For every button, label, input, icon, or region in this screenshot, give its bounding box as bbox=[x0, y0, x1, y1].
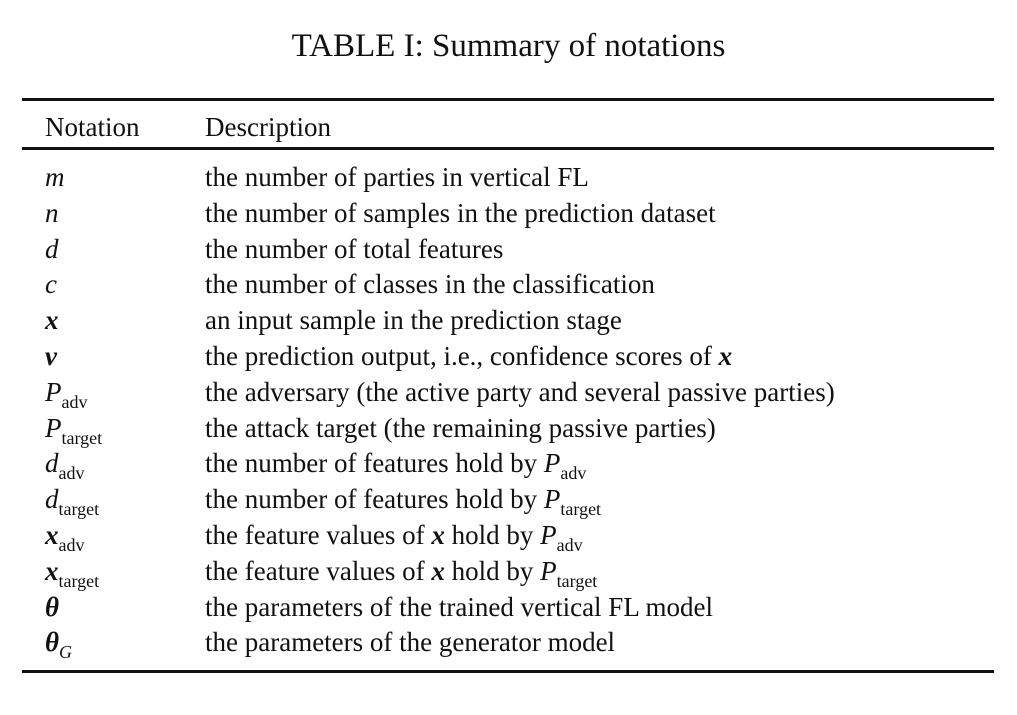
description-text: P bbox=[543, 484, 561, 515]
table-row bbox=[0, 267, 1017, 303]
notation-symbol: P bbox=[45, 412, 62, 443]
table-header bbox=[0, 110, 1017, 144]
description-cell bbox=[205, 232, 503, 268]
description-subscript: adv bbox=[560, 463, 587, 484]
table-row bbox=[0, 590, 1017, 626]
notation-cell bbox=[45, 554, 99, 593]
notation-symbol: v bbox=[45, 340, 57, 371]
notation-symbol: d bbox=[45, 448, 59, 479]
description-cell bbox=[205, 267, 655, 303]
description-subscript: adv bbox=[556, 534, 583, 555]
table-row bbox=[0, 446, 1017, 482]
description-cell bbox=[205, 518, 583, 557]
description-text: the attack target (the remaining passive parties) bbox=[205, 412, 716, 443]
description-text: the number of features hold by bbox=[205, 484, 544, 515]
notation-subscript: target bbox=[58, 570, 100, 591]
description-cell bbox=[205, 339, 732, 375]
notation-cell bbox=[45, 482, 99, 521]
notation-symbol: d bbox=[45, 484, 59, 515]
top-rule bbox=[22, 98, 994, 101]
table-row bbox=[0, 160, 1017, 196]
description-subscript: target bbox=[556, 570, 598, 591]
notation-cell bbox=[45, 375, 88, 414]
header-notation: Notation bbox=[45, 112, 140, 142]
description-text: x bbox=[718, 340, 733, 371]
notation-subscript: adv bbox=[61, 391, 88, 412]
description-cell bbox=[205, 160, 589, 196]
notation-symbol: P bbox=[45, 376, 62, 407]
notation-symbol: x bbox=[45, 305, 59, 336]
bottom-rule bbox=[22, 670, 994, 673]
table-row bbox=[0, 232, 1017, 268]
table-row bbox=[0, 554, 1017, 590]
table-row bbox=[0, 375, 1017, 411]
table-body bbox=[0, 160, 1017, 661]
notation-cell bbox=[45, 339, 57, 375]
description-text: the feature values of bbox=[205, 519, 432, 550]
description-text: hold by bbox=[444, 555, 541, 586]
description-cell bbox=[205, 482, 601, 521]
description-text: the prediction output, i.e., confidence scores of bbox=[205, 340, 719, 371]
description-subscript: target bbox=[560, 499, 602, 520]
header-description: Description bbox=[205, 112, 331, 142]
description-cell bbox=[205, 446, 586, 485]
notation-cell bbox=[45, 590, 59, 626]
notation-subscript: target bbox=[61, 427, 103, 448]
description-text: the feature values of bbox=[205, 555, 432, 586]
notation-symbol: d bbox=[45, 233, 59, 264]
notation-cell bbox=[45, 518, 85, 557]
description-text: P bbox=[540, 519, 557, 550]
notation-cell bbox=[45, 160, 65, 196]
description-text: the number of total features bbox=[205, 233, 504, 264]
description-text: the number of samples in the prediction dataset bbox=[205, 197, 716, 228]
notation-symbol: n bbox=[45, 197, 59, 228]
description-cell bbox=[205, 375, 835, 411]
description-cell bbox=[205, 554, 597, 593]
description-text: P bbox=[540, 555, 557, 586]
notation-cell bbox=[45, 446, 85, 485]
notation-symbol: θ bbox=[45, 591, 60, 622]
description-cell bbox=[205, 590, 713, 626]
table-caption: TABLE I: Summary of notations bbox=[291, 28, 726, 64]
notation-symbol: θ bbox=[45, 627, 60, 658]
description-text: the number of parties in vertical FL bbox=[205, 162, 589, 192]
notation-subscript: G bbox=[59, 642, 73, 663]
table-row bbox=[0, 411, 1017, 447]
notation-cell bbox=[45, 411, 102, 450]
notation-symbol: x bbox=[45, 555, 59, 586]
notation-symbol: m bbox=[45, 162, 65, 192]
description-cell bbox=[205, 411, 716, 447]
table-row bbox=[0, 625, 1017, 661]
notation-cell bbox=[45, 625, 72, 664]
description-cell bbox=[205, 625, 615, 661]
description-cell bbox=[205, 196, 716, 232]
table-row bbox=[0, 196, 1017, 232]
notation-subscript: adv bbox=[58, 534, 85, 555]
description-text: an input sample in the prediction stage bbox=[205, 305, 622, 336]
description-text: the number of classes in the classification bbox=[205, 269, 655, 300]
table-row bbox=[0, 518, 1017, 554]
notation-cell bbox=[45, 303, 59, 339]
mid-rule bbox=[22, 147, 994, 150]
notation-symbol: x bbox=[45, 519, 59, 550]
table-row bbox=[0, 339, 1017, 375]
description-text: P bbox=[543, 448, 561, 479]
description-cell bbox=[205, 303, 622, 339]
notation-cell bbox=[45, 267, 57, 303]
description-text: x bbox=[431, 555, 445, 586]
description-text: the parameters of the generator model bbox=[205, 627, 616, 658]
description-text: the number of features hold by bbox=[205, 448, 544, 479]
table-row bbox=[0, 482, 1017, 518]
description-text: hold by bbox=[444, 519, 541, 550]
description-text: the parameters of the trained vertical FL model bbox=[205, 591, 714, 622]
notation-subscript: target bbox=[58, 499, 100, 520]
description-text: the adversary (the active party and several passive parties) bbox=[205, 376, 835, 407]
notation-symbol: c bbox=[45, 269, 57, 300]
description-text: x bbox=[431, 519, 445, 550]
notation-cell bbox=[45, 196, 59, 232]
notation-cell bbox=[45, 232, 59, 268]
table-row bbox=[0, 303, 1017, 339]
notation-subscript: adv bbox=[58, 463, 85, 484]
